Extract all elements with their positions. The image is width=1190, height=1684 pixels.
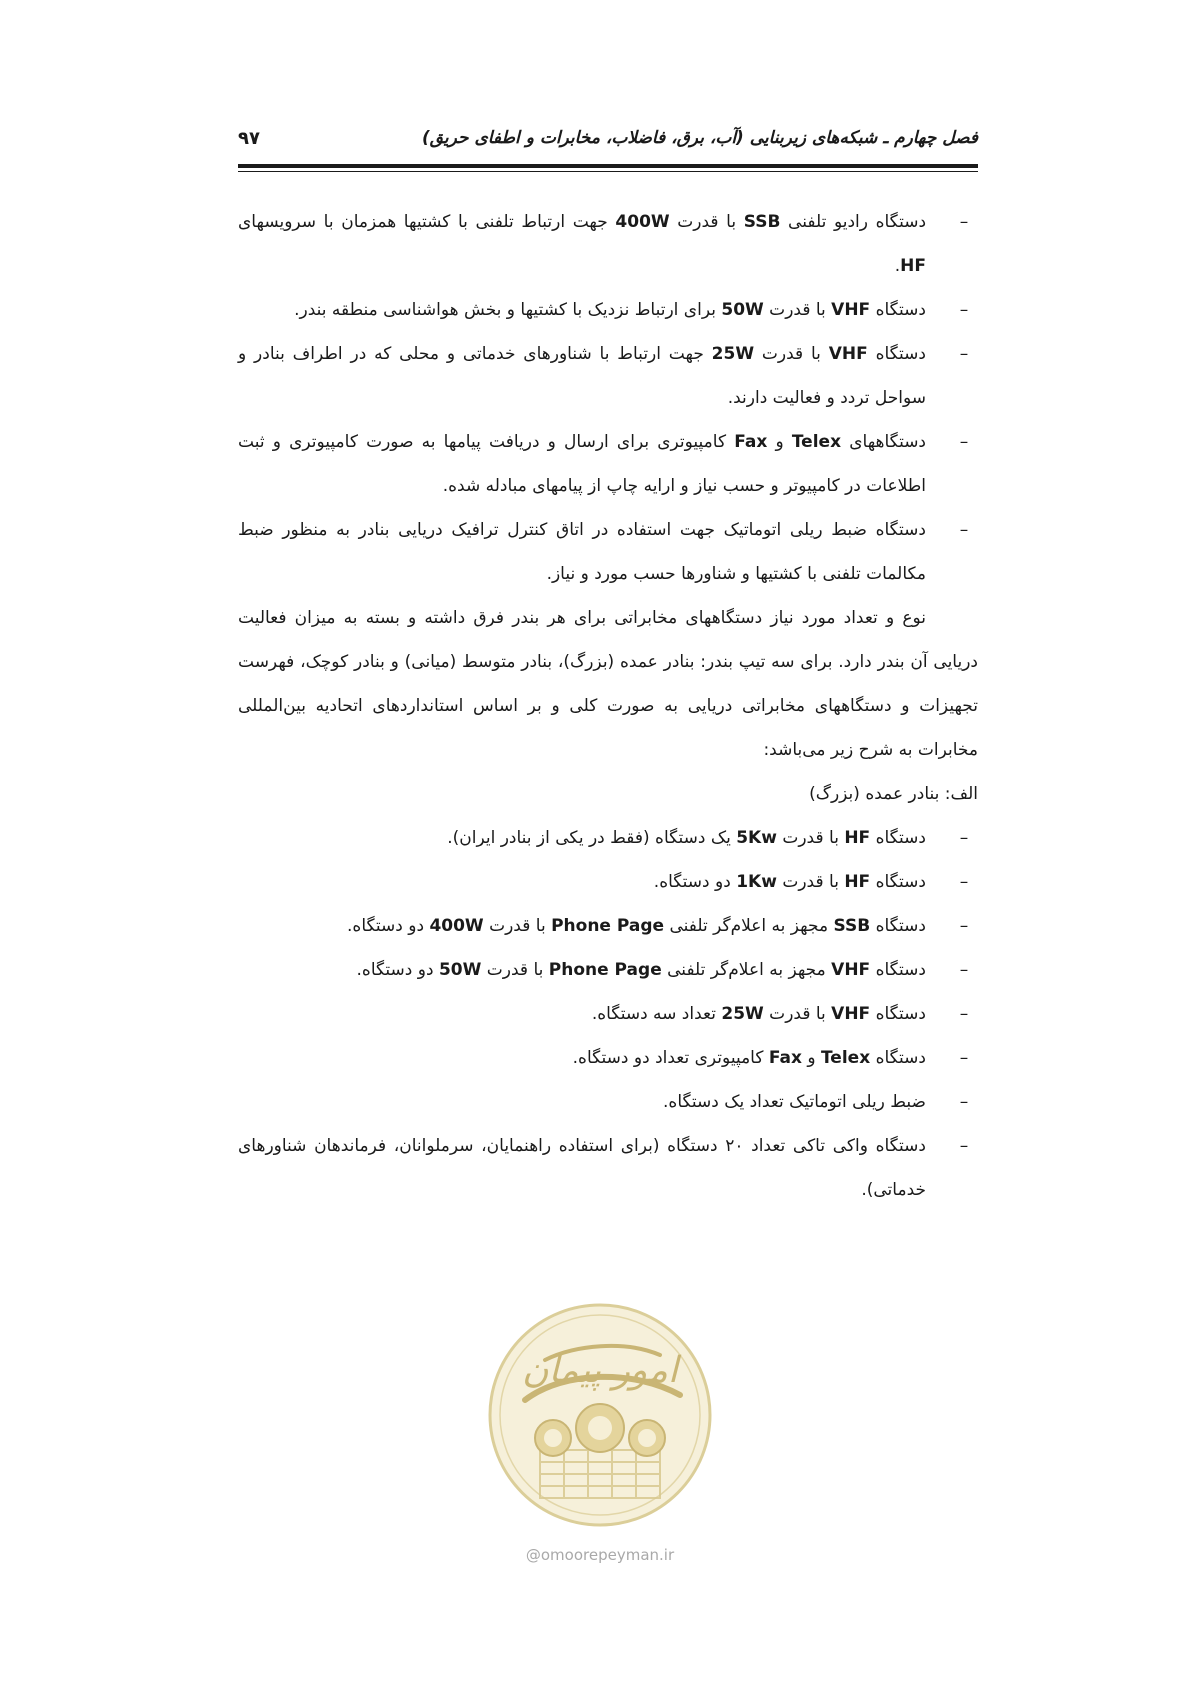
chapter-title: فصل چهارم ـ شبکه‌های زیربنایی (آب، برق، فاضلاب، مخابرات و اطفای حریق) [421,128,978,148]
omoorepeyman-seal-logo [485,1300,715,1530]
list-dash: – [959,960,969,980]
equipment-top-item [238,508,978,596]
equipment-top-item [238,420,978,508]
list-item-text: دستگاه HF با قدرت 5Kw یک دستگاه (فقط در یکی از بنادر ایران). [447,828,926,848]
page-header [238,128,978,158]
equipment-major-item [238,1080,978,1124]
watermark-site: @omoorepeyman.ir [525,1546,675,1564]
list-dash: – [959,300,969,320]
list-item-text: دستگاه VHF با قدرت 50W برای ارتباط نزدیک با کشتیها و بخش هواشناسی منطقه بندر. [294,300,926,320]
list-item-text: دستگاه SSB مجهز به اعلام‌گر تلفنی Phone Page با قدرت 400W دو دستگاه. [347,916,926,936]
header-rule-thin [238,171,978,172]
equipment-list-top [238,200,978,596]
list-dash: – [959,828,969,848]
list-item-text: دستگاه رادیو تلفنی SSB با قدرت 400W جهت ارتباط تلفنی با کشتیها همزمان با سرویسهای HF. [238,212,927,276]
body-paragraph: نوع و تعداد مورد نیاز دستگاههای مخابراتی برای هر بندر فرق داشته و بسته به میزان فعالیت دریایی آن بندر دارد. برای سه تیپ بندر: بنادر عمده (بزرگ)، بنادر متوسط (میانی) و بنادر کوچک، فهرست تجهیزات و دستگاههای مخابراتی دریایی به صورت کلی و بر اساس استانداردهای اتحادیه بین‌المللی مخابرات به شرح زیر می‌باشد: [238,608,978,760]
equipment-top-item [238,288,978,332]
list-dash: – [959,1092,969,1112]
list-dash: – [959,872,969,892]
equipment-list-major-ports [238,816,978,1212]
list-dash: – [959,520,969,540]
list-dash: – [959,1136,969,1156]
list-dash: – [959,916,969,936]
body-content [238,200,978,1212]
section-subheading: الف: بنادر عمده (بزرگ) [809,784,978,804]
equipment-top-item [238,332,978,420]
list-dash: – [959,1048,969,1068]
equipment-top-item [238,200,978,288]
list-item-text: دستگاه VHF با قدرت 25W جهت ارتباط با شناورهای خدماتی و محلی که در اطراف بنادر و سواحل تردد و فعالیت دارند. [238,344,926,408]
list-dash: – [959,1004,969,1024]
list-item-text: دستگاه VHF مجهز به اعلام‌گر تلفنی Phone Page با قدرت 50W دو دستگاه. [356,960,926,980]
list-dash: – [959,432,969,452]
list-item-text: دستگاه HF با قدرت 1Kw دو دستگاه. [653,872,926,892]
list-item-text: ضبط ریلی اتوماتیک تعداد یک دستگاه. [663,1092,926,1112]
list-item-text: دستگاه واکی تاکی تعداد ۲۰ دستگاه (برای استفاده راهنمایان، سرملوانان، فرماندهان شناورهای خدماتی). [238,1136,926,1200]
list-item-text: دستگاه Telex و Fax کامپیوتری تعداد دو دستگاه. [572,1048,926,1068]
list-item-text: دستگاه VHF با قدرت 25W تعداد سه دستگاه. [591,1004,926,1024]
equipment-major-item [238,1036,978,1080]
equipment-major-item [238,948,978,992]
page-number: ۹۷ [238,128,260,149]
equipment-major-item [238,1124,978,1212]
logo-text: امور پیمان [522,1350,678,1391]
list-item-text: دستگاه ضبط ریلی اتوماتیک جهت استفاده در اتاق کنترل ترافیک دریایی بنادر به منظور ضبط مکالمات تلفنی با کشتیها و شناورها حسب مورد و نیاز. [238,520,926,584]
equipment-major-item [238,992,978,1036]
list-dash: – [959,344,969,364]
list-item-text: دستگاههای Telex و Fax کامپیوتری برای ارسال و دریافت پیامها به صورت کامپیوتری و ثبت اطلاعات در کامپیوتر و حسب نیاز و ارایه چاپ از پیامهای مبادله شده. [238,432,927,496]
equipment-major-item [238,860,978,904]
equipment-major-item [238,904,978,948]
header-rule-thick [238,164,978,168]
list-dash: – [959,212,969,232]
equipment-major-item [238,816,978,860]
